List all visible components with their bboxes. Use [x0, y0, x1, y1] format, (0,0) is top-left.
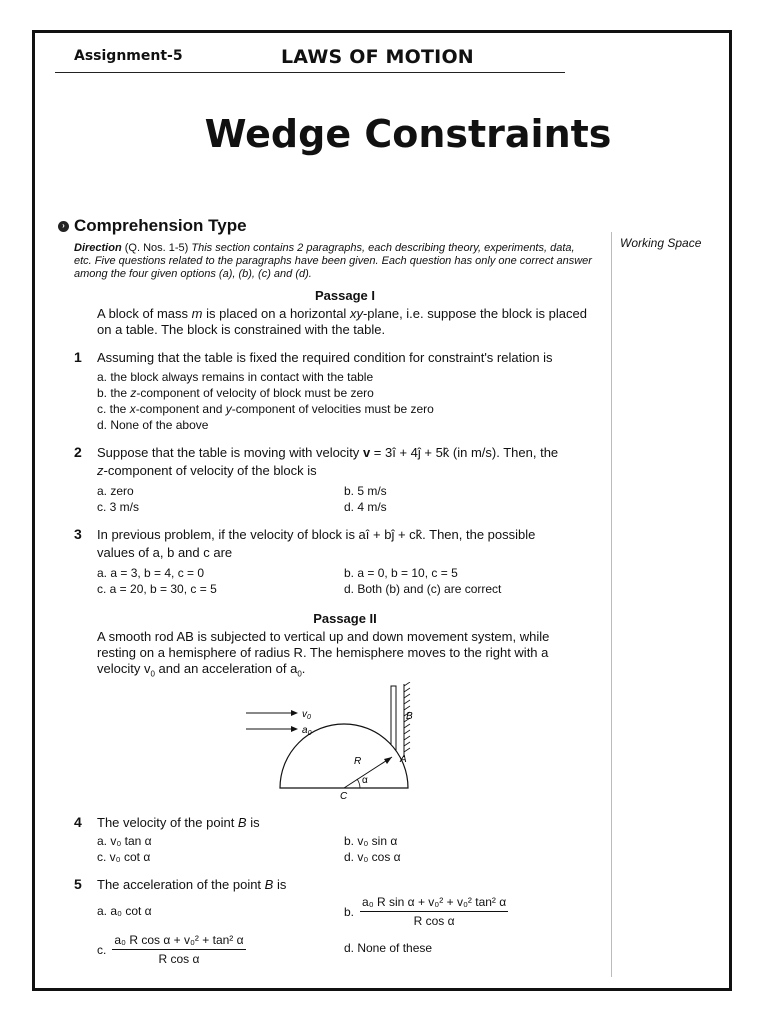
- q4-option-a: a. v₀ tan α: [97, 834, 152, 848]
- q4-number: 4: [74, 814, 82, 830]
- q4-option-b: b. v₀ sin α: [344, 834, 398, 848]
- chapter-title: LAWS OF MOTION: [281, 46, 474, 68]
- alpha-label: α: [362, 775, 368, 786]
- passage-2-text: A smooth rod AB is subjected to vertical up and down movement system, while resting on a hemisphere of radius R. The hemisphere moves to the right with a velocity $v_0$ and an acceleration of $a_0$.: [97, 629, 550, 679]
- passage-1-title: Passage I: [315, 288, 375, 303]
- q1-option-d: d. None of the above: [97, 418, 209, 432]
- point-a-label: A: [400, 754, 407, 765]
- working-space-divider: [611, 232, 612, 977]
- direction-text: [74, 242, 594, 281]
- q1-number: 1: [74, 349, 82, 365]
- q5-option-d: d. None of these: [344, 941, 433, 955]
- q2-option-d: d. 4 m/s: [344, 500, 387, 514]
- q5-c-numerator: a₀ R cos α + v₀² + tan² α: [112, 932, 245, 950]
- section-title: Comprehension Type: [74, 216, 247, 235]
- q1-option-a: a. the block always remains in contact with the table: [97, 370, 374, 384]
- q2-text: Suppose that the table is moving with velocity v = 3î + 4ĵ + 5k̂ (in m/s). Then, the z-component of velocity of the block is: [97, 445, 559, 478]
- q3-number: 3: [74, 526, 82, 542]
- assignment-label: Assignment-5: [74, 48, 183, 64]
- q1-option-b: b. the z-component of velocity of block must be zero: [97, 386, 374, 400]
- q1-text: Assuming that the table is fixed the required condition for constraint's relation is: [97, 350, 553, 365]
- passage-1-text: A block of mass m is placed on a horizontal xy-plane, i.e. suppose the block is placed on a table. The block is constrained with the table.: [97, 306, 587, 337]
- acceleration-arrowhead: [291, 726, 298, 732]
- q3-option-d: d. Both (b) and (c) are correct: [344, 582, 502, 596]
- q5-text: The acceleration of the point B is: [97, 877, 287, 892]
- q4-option-c: c. v₀ cot α: [97, 850, 151, 864]
- q2-number: 2: [74, 444, 82, 460]
- q3-option-c: c. a = 20, b = 30, c = 5: [97, 582, 217, 596]
- q4-option-d: d. v₀ cos α: [344, 850, 401, 864]
- v0-label: $v_0$: [302, 709, 311, 721]
- q5-number: 5: [74, 876, 82, 892]
- q3-option-a: a. a = 3, b = 4, c = 0: [97, 566, 205, 580]
- q2-option-c: c. 3 m/s: [97, 500, 140, 514]
- radius-label: R: [354, 756, 362, 767]
- a0-label: $a_0$: [302, 725, 312, 737]
- q5-option-b: b. $\frac{\text{a₀ R sin α + v₀² + v₀² tan² α}}{\text{R cos α}}$: [344, 895, 507, 928]
- working-space-label: Working Space: [620, 236, 702, 250]
- passage-2-title: Passage II: [313, 611, 377, 626]
- q2-option-a: a. zero: [97, 484, 134, 498]
- q5-option-c: c. $\frac{\text{a₀ R cos α + v₀² + tan² α}}{\text{R cos α}}$: [97, 933, 244, 966]
- q5-b-numerator: a₀ R sin α + v₀² + v₀² tan² α: [360, 894, 508, 912]
- q3-option-b: b. a = 0, b = 10, c = 5: [344, 566, 458, 580]
- point-b-label: B: [406, 711, 413, 722]
- q5-c-denominator: R cos α: [158, 952, 200, 966]
- direction-body: This section contains 2 paragraphs, each describing theory, experiments, data, etc. Five questions related to the paragraphs have been given. Each question has only one correct answer among the four given options (a), (b), (c) and (d).: [74, 242, 592, 280]
- q2-option-b: b. 5 m/s: [344, 484, 387, 498]
- velocity-arrowhead: [291, 710, 298, 716]
- hemisphere-rod-diagram: [240, 682, 440, 802]
- hemisphere: [280, 724, 408, 788]
- page-title: Wedge Constraints: [204, 112, 612, 156]
- section-bullet-icon: ›: [58, 221, 69, 232]
- point-c-label: C: [340, 791, 348, 802]
- direction-label: Direction: [74, 242, 122, 254]
- section-heading: [58, 216, 247, 236]
- q4-text: The velocity of the point B is: [97, 815, 260, 830]
- q5-b-denominator: R cos α: [413, 914, 455, 928]
- direction-qnos: (Q. Nos. 1-5): [124, 242, 189, 254]
- q3-text: In previous problem, if the velocity of block is aî + bĵ + ck̂. Then, the possible values of a, b and c are: [97, 527, 536, 560]
- q5-option-a: a. a₀ cot α: [97, 904, 152, 918]
- q1-option-c: c. the x-component and y-component of velocities must be zero: [97, 402, 434, 416]
- header-rule: [55, 72, 565, 73]
